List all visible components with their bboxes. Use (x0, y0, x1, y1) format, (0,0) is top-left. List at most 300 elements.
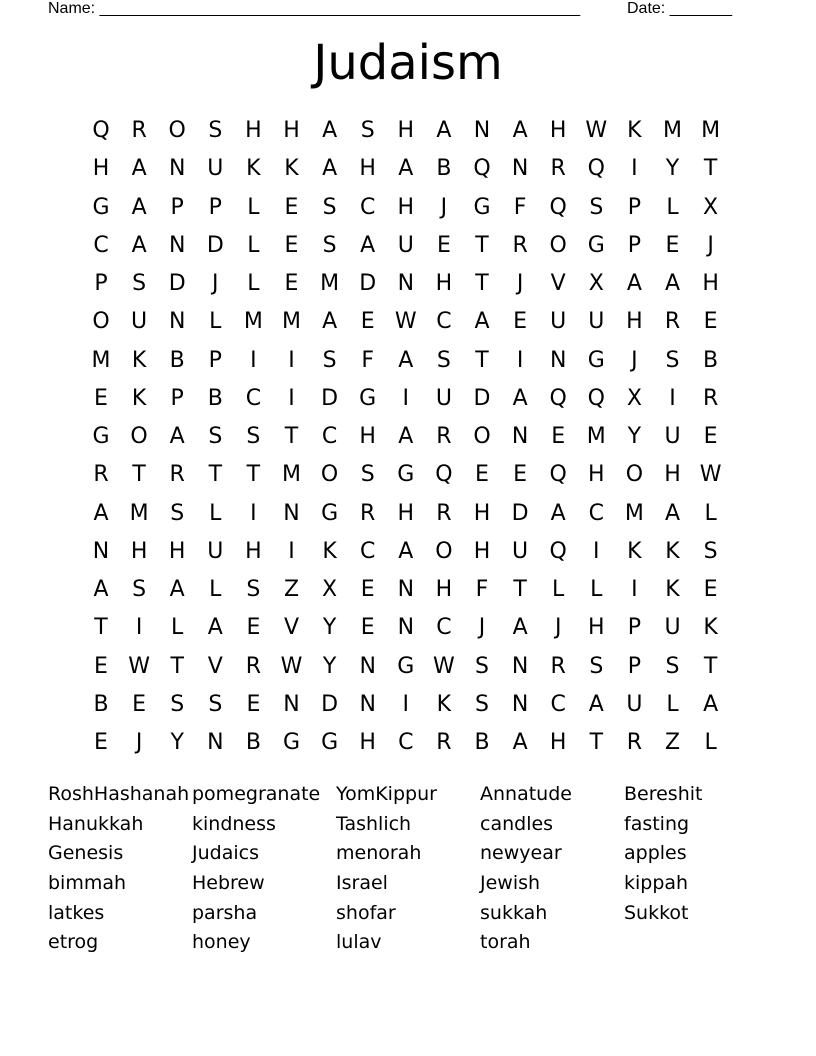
grid-letter: T (246, 462, 261, 488)
grid-letter: K (284, 156, 299, 182)
grid-letter: Q (92, 118, 110, 143)
grid-letter: J (631, 347, 638, 373)
grid-letter: Y (322, 653, 337, 679)
word-list-item: YomKippur (336, 783, 437, 805)
grid-letter: J (440, 194, 448, 220)
grid-row (82, 265, 735, 303)
grid-letter: F (361, 347, 375, 373)
word-list-item: fasting (624, 812, 690, 835)
grid-letter: L (247, 194, 260, 220)
grid-letter: U (550, 309, 567, 335)
grid-letter: U (664, 424, 681, 449)
word-list-item: Judaics (192, 842, 259, 865)
grid-letter: E (665, 232, 680, 258)
grid-letter: S (132, 577, 147, 602)
grid-letter: A (474, 309, 490, 335)
grid-letter: R (702, 385, 719, 411)
grid-letter: R (436, 424, 452, 449)
grid-letter: R (664, 309, 681, 335)
grid-letter: N (359, 653, 376, 679)
grid-letter: L (666, 194, 679, 220)
grid-letter: G (397, 462, 415, 488)
grid-letter: E (703, 424, 718, 449)
grid-row (82, 303, 735, 341)
grid-letter: A (512, 385, 528, 411)
grid-letter: C (436, 615, 452, 641)
grid-letter: S (475, 691, 489, 717)
grid-letter: C (360, 538, 376, 564)
grid-letter: A (169, 424, 185, 449)
grid-letter: P (170, 194, 184, 220)
grid-letter: H (664, 462, 681, 488)
grid-letter: H (473, 538, 491, 564)
word-list-item: parsha (192, 901, 258, 924)
grid-letter: E (246, 691, 261, 717)
grid-letter: A (512, 118, 528, 143)
grid-letter: Y (322, 615, 337, 641)
grid-letter: K (436, 691, 452, 717)
grid-letter: D (473, 385, 491, 411)
word-list-item: newyear (480, 842, 562, 865)
word-list-item: pomegranate (192, 783, 321, 805)
grid-letter: B (474, 730, 490, 755)
grid-letter: T (589, 730, 604, 755)
grid-letter: S (322, 347, 337, 373)
grid-letter: K (627, 118, 642, 143)
grid-letter: A (664, 500, 681, 526)
letter-grid (82, 112, 735, 762)
grid-letter: R (550, 653, 566, 679)
grid-letter: H (359, 730, 376, 755)
grid-letter: A (398, 347, 414, 373)
grid-letter: A (93, 577, 109, 602)
grid-letter: Y (170, 730, 184, 755)
grid-letter: H (130, 538, 148, 564)
grid-letter: K (665, 577, 680, 602)
grid-letter: K (627, 538, 642, 564)
grid-letter: T (475, 271, 489, 296)
grid-letter: P (170, 385, 184, 411)
grid-letter: S (246, 424, 261, 449)
grid-letter: P (208, 347, 222, 373)
grid-letter: L (209, 577, 222, 602)
grid-letter: O (435, 538, 453, 564)
word-list-item: RoshHashanah (48, 783, 190, 805)
grid-letter: L (590, 577, 603, 602)
grid-letter: P (94, 271, 108, 296)
grid-letter: S (170, 691, 185, 717)
grid-letter: H (168, 538, 186, 564)
grid-letter: A (588, 691, 604, 717)
grid-letter: B (169, 347, 185, 373)
grid-letter: C (245, 385, 262, 411)
grid-letter: M (320, 271, 340, 296)
grid-letter: S (208, 424, 223, 449)
grid-letter: E (360, 309, 375, 335)
grid-letter: D (511, 500, 529, 526)
grid-letter: X (322, 577, 338, 602)
grid-letter: A (207, 615, 223, 641)
grid-letter: E (246, 615, 261, 641)
word-list-item: etrog (48, 931, 99, 954)
grid-letter: N (511, 691, 529, 717)
word-list-item: kindness (192, 812, 276, 835)
grid-letter: S (665, 653, 680, 679)
grid-letter: U (435, 385, 452, 411)
grid-letter: E (703, 577, 718, 602)
grid-letter: J (707, 232, 714, 258)
grid-letter: N (283, 500, 300, 526)
grid-letter: M (91, 347, 111, 373)
grid-letter: M (586, 424, 606, 449)
grid-row (82, 380, 735, 418)
grid-letter: V (207, 653, 223, 679)
grid-letter: Q (549, 194, 567, 220)
grid-letter: H (435, 577, 453, 602)
word-list-item: Genesis (48, 842, 124, 865)
word-list-item: latkes (48, 901, 105, 924)
grid-letter: D (321, 691, 339, 717)
grid-letter: J (135, 730, 143, 755)
grid-letter: T (94, 615, 108, 641)
grid-letter: Q (549, 538, 567, 564)
grid-letter: U (207, 538, 224, 564)
grid-letter: I (402, 385, 410, 411)
grid-letter: P (627, 194, 642, 220)
grid-row (82, 648, 735, 686)
grid-row (82, 533, 735, 571)
grid-letter: R (626, 730, 643, 755)
grid-row (82, 456, 735, 494)
grid-letter: X (626, 385, 642, 411)
grid-letter: R (245, 653, 262, 679)
grid-letter: C (321, 424, 338, 449)
grid-letter: L (209, 500, 222, 526)
grid-letter: H (549, 730, 567, 755)
word-list-item: kippah (624, 872, 689, 895)
grid-letter: D (321, 385, 339, 411)
grid-row (82, 609, 735, 647)
grid-letter: D (206, 232, 224, 258)
word-list-item: candles (480, 812, 554, 835)
grid-letter: P (627, 615, 642, 641)
grid-row (82, 227, 735, 265)
grid-letter: T (475, 232, 489, 258)
grid-letter: N (168, 309, 186, 335)
grid-letter: L (209, 309, 222, 335)
grid-letter: A (664, 271, 681, 296)
grid-letter: Q (587, 385, 605, 411)
grid-letter: E (94, 653, 108, 679)
grid-letter: W (280, 653, 303, 679)
grid-letter: U (626, 691, 643, 717)
grid-letter: G (359, 385, 377, 411)
grid-letter: A (322, 309, 338, 335)
grid-letter: N (92, 538, 110, 564)
grid-letter: Y (665, 156, 680, 182)
grid-letter: H (245, 118, 262, 143)
grid-letter: S (360, 462, 375, 488)
grid-letter: L (171, 615, 184, 641)
grid-letter: O (473, 424, 491, 449)
grid-letter: U (664, 615, 681, 641)
grid-letter: E (132, 691, 147, 717)
grid-letter: V (550, 271, 566, 296)
grid-letter: G (587, 232, 605, 258)
word-list-item: menorah (336, 842, 422, 865)
grid-letter: M (663, 118, 682, 143)
grid-letter: Q (549, 385, 567, 411)
grid-letter: T (170, 653, 184, 679)
grid-letter: Q (549, 462, 567, 488)
grid-row (82, 112, 735, 150)
grid-letter: H (359, 156, 376, 182)
grid-letter: N (473, 118, 491, 143)
grid-letter: R (436, 730, 452, 755)
grid-letter: N (359, 691, 376, 717)
grid-letter: W (585, 118, 608, 143)
word-list-item: Hanukkah (48, 812, 144, 835)
grid-letter: P (208, 194, 222, 220)
word-list-item: Sukkot (624, 901, 689, 924)
word-list-item: shofar (336, 901, 396, 924)
grid-letter: A (169, 577, 185, 602)
grid-letter: H (397, 500, 415, 526)
grid-letter: I (402, 691, 410, 717)
grid-letter: C (436, 309, 452, 335)
grid-row (82, 724, 735, 762)
grid-letter: D (359, 271, 377, 296)
grid-letter: N (549, 347, 567, 373)
grid-letter: H (435, 271, 453, 296)
grid-letter: O (549, 232, 567, 258)
date-field-label: Date: _______ (627, 0, 732, 17)
grid-letter: S (589, 194, 604, 220)
grid-letter: E (475, 462, 489, 488)
grid-letter: K (665, 538, 680, 564)
grid-letter: Z (283, 577, 300, 602)
grid-letter: A (512, 730, 528, 755)
grid-letter: M (282, 309, 301, 335)
word-list-item: Jewish (480, 872, 541, 895)
grid-letter: H (549, 118, 567, 143)
word-column (192, 780, 332, 958)
grid-letter: J (212, 271, 219, 296)
grid-letter: A (131, 232, 147, 258)
grid-letter: E (94, 385, 108, 411)
grid-letter: L (704, 500, 717, 526)
grid-letter: A (703, 691, 719, 717)
worksheet-header (48, 0, 748, 20)
grid-letter: H (92, 156, 110, 182)
grid-letter: A (398, 538, 414, 564)
grid-letter: K (246, 156, 261, 182)
grid-letter: O (168, 118, 186, 143)
grid-letter: G (282, 730, 301, 755)
grid-letter: Q (587, 156, 605, 182)
name-field-label: Name: ______________________________________________________ (48, 0, 581, 17)
grid-letter: T (132, 462, 146, 488)
word-list-item: apples (624, 842, 687, 865)
grid-letter: K (322, 538, 337, 564)
grid-letter: O (92, 309, 110, 335)
grid-letter: N (397, 615, 415, 641)
grid-letter: C (93, 232, 109, 258)
grid-letter: N (168, 156, 186, 182)
grid-letter: T (513, 577, 527, 602)
grid-letter: U (512, 538, 529, 564)
grid-letter: J (554, 615, 562, 641)
grid-letter: W (699, 462, 722, 488)
grid-letter: E (284, 271, 299, 296)
grid-row (82, 418, 735, 456)
grid-letter: G (473, 194, 491, 220)
grid-letter: H (473, 500, 491, 526)
grid-letter: C (360, 194, 376, 220)
grid-letter: N (283, 691, 300, 717)
grid-letter: X (588, 271, 604, 296)
grid-letter: P (627, 653, 642, 679)
grid-letter: F (475, 577, 489, 602)
grid-letter: M (129, 500, 149, 526)
grid-letter: S (360, 118, 375, 143)
grid-letter: B (436, 156, 452, 182)
grid-letter: N (511, 156, 529, 182)
grid-letter: I (593, 538, 600, 564)
grid-letter: L (704, 730, 717, 755)
grid-row (82, 571, 735, 609)
grid-letter: I (288, 385, 295, 411)
grid-letter: H (626, 309, 643, 335)
grid-letter: Y (627, 424, 642, 449)
grid-letter: S (475, 653, 489, 679)
grid-letter: R (169, 462, 185, 488)
grid-letter: E (551, 424, 566, 449)
grid-letter: S (322, 194, 337, 220)
grid-letter: N (207, 730, 224, 755)
grid-letter: G (587, 347, 605, 373)
word-list-item: honey (192, 931, 251, 954)
grid-letter: A (626, 271, 642, 296)
word-list-item: Hebrew (192, 872, 265, 895)
grid-letter: I (669, 385, 676, 411)
grid-letter: S (132, 271, 147, 296)
grid-letter: T (703, 653, 718, 679)
grid-letter: R (360, 500, 376, 526)
grid-letter: A (322, 118, 338, 143)
grid-letter: T (284, 424, 299, 449)
grid-letter: H (283, 118, 300, 143)
grid-letter: A (131, 194, 147, 220)
grid-letter: K (131, 385, 147, 411)
grid-letter: U (131, 309, 148, 335)
grid-letter: E (703, 309, 718, 335)
grid-letter: N (168, 232, 186, 258)
word-list-item: Tashlich (336, 812, 412, 835)
grid-letter: L (552, 577, 565, 602)
grid-letter: A (360, 232, 376, 258)
grid-letter: H (702, 271, 719, 296)
grid-row (82, 189, 735, 227)
grid-letter: K (131, 347, 147, 373)
grid-letter: Z (664, 730, 681, 755)
grid-letter: W (433, 653, 455, 679)
grid-letter: V (283, 615, 300, 641)
grid-letter: A (436, 118, 452, 143)
word-list-item: Israel (336, 872, 388, 895)
word-list-item: lulav (336, 931, 382, 954)
word-list-item: Annatude (480, 783, 572, 805)
grid-letter: H (397, 194, 415, 220)
grid-letter: J (478, 615, 486, 641)
grid-letter: Q (473, 156, 491, 182)
word-list-item: torah (480, 931, 531, 954)
grid-letter: H (588, 462, 605, 488)
word-column (624, 780, 764, 928)
grid-letter: E (436, 232, 451, 258)
grid-letter: O (130, 424, 148, 449)
grid-letter: X (703, 194, 719, 220)
grid-letter: G (397, 653, 415, 679)
grid-letter: D (168, 271, 186, 296)
word-list-item: sukkah (480, 901, 548, 924)
grid-letter: R (131, 118, 147, 143)
grid-letter: C (550, 691, 566, 717)
grid-letter: A (512, 615, 528, 641)
grid-letter: I (631, 577, 638, 602)
grid-letter: E (284, 232, 299, 258)
word-list (48, 780, 768, 960)
grid-letter: I (250, 347, 257, 373)
word-column (336, 780, 476, 958)
grid-letter: O (320, 462, 339, 488)
grid-letter: I (631, 156, 638, 182)
grid-letter: N (511, 653, 529, 679)
grid-letter: S (665, 347, 680, 373)
grid-letter: G (321, 730, 339, 755)
grid-letter: U (397, 232, 414, 258)
word-list-item: bimmah (48, 872, 127, 895)
grid-letter: B (207, 385, 223, 411)
page-title: Judaism (313, 35, 503, 91)
grid-letter: A (398, 156, 414, 182)
grid-letter: A (93, 500, 109, 526)
grid-letter: W (394, 309, 417, 335)
grid-letter: I (250, 500, 257, 526)
word-column (48, 780, 188, 958)
grid-letter: S (589, 653, 604, 679)
grid-letter: B (703, 347, 719, 373)
grid-letter: S (322, 232, 337, 258)
grid-letter: K (703, 615, 718, 641)
grid-letter: N (397, 271, 415, 296)
grid-letter: N (397, 577, 415, 602)
grid-letter: S (246, 577, 261, 602)
grid-letter: E (360, 615, 375, 641)
grid-letter: G (92, 424, 110, 449)
grid-letter: R (436, 500, 452, 526)
word-column (480, 780, 620, 958)
grid-letter: B (245, 730, 261, 755)
grid-letter: I (288, 538, 295, 564)
grid-letter: N (511, 424, 529, 449)
grid-letter: A (131, 156, 147, 182)
grid-letter: U (207, 156, 224, 182)
grid-letter: I (288, 347, 295, 373)
grid-row (82, 686, 735, 724)
grid-letter: S (703, 538, 718, 564)
grid-row (82, 150, 735, 188)
